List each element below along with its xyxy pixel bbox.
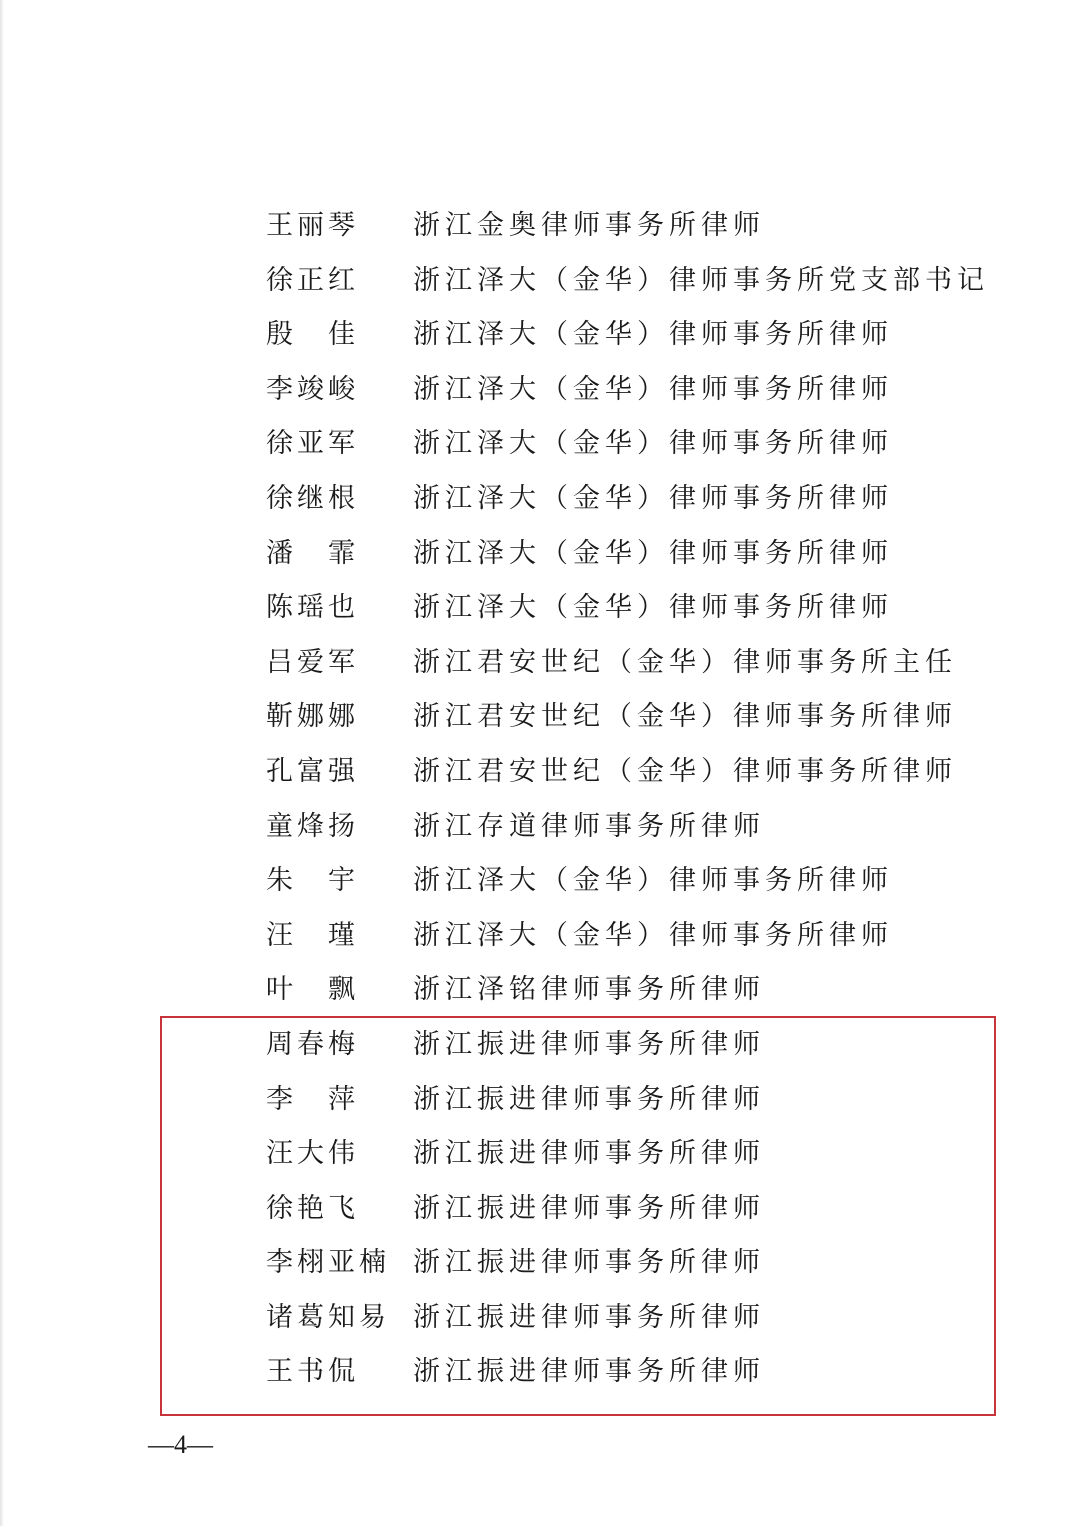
firm-title: 浙江振进律师事务所律师 [413,1138,765,1170]
person-name: 殷 佳 [266,319,359,351]
person-name: 李栩亚楠 [266,1247,390,1279]
firm-title: 浙江泽大（金华）律师事务所律师 [413,592,893,624]
page-number: —4— [148,1430,213,1459]
firm-title: 浙江振进律师事务所律师 [413,1083,765,1115]
firm-title: 浙江振进律师事务所律师 [413,1028,765,1060]
firm-title: 浙江振进律师事务所律师 [413,1356,765,1388]
firm-title: 浙江泽铭律师事务所律师 [413,974,765,1006]
person-name: 童烽扬 [266,810,359,842]
person-name: 徐艳飞 [266,1192,359,1224]
list-item [0,910,1080,965]
firm-title: 浙江存道律师事务所律师 [413,810,765,842]
person-name: 王书侃 [266,1356,359,1388]
firm-title: 浙江泽大（金华）律师事务所律师 [413,428,893,460]
list-item [0,473,1080,528]
firm-title: 浙江泽大（金华）律师事务所党支部书记 [413,264,989,296]
person-name: 吕爱军 [266,646,359,678]
person-name: 汪 瑾 [266,919,359,951]
firm-title: 浙江泽大（金华）律师事务所律师 [413,482,893,514]
person-name: 靳娜娜 [266,701,359,733]
list-item [0,746,1080,801]
person-name: 李竣峻 [266,373,359,405]
firm-title: 浙江君安世纪（金华）律师事务所律师 [413,701,957,733]
firm-title: 浙江振进律师事务所律师 [413,1192,765,1224]
list-item [0,200,1080,255]
firm-title: 浙江泽大（金华）律师事务所律师 [413,537,893,569]
firm-title: 浙江振进律师事务所律师 [413,1247,765,1279]
list-item [0,801,1080,856]
list-item [0,418,1080,473]
firm-title: 浙江君安世纪（金华）律师事务所主任 [413,646,957,678]
firm-title: 浙江泽大（金华）律师事务所律师 [413,865,893,897]
firm-title: 浙江君安世纪（金华）律师事务所律师 [413,755,957,787]
person-name: 周春梅 [266,1028,359,1060]
list-item [0,637,1080,692]
person-name: 王丽琴 [266,210,359,241]
list-item [0,364,1080,419]
person-name: 徐正红 [266,264,359,296]
person-name: 徐继根 [266,482,359,514]
highlight-box [160,1016,996,1416]
list-item [0,255,1080,310]
list-item [0,964,1080,1019]
person-name: 李 萍 [266,1083,359,1115]
list-item [0,309,1080,364]
person-name: 诸葛知易 [266,1301,390,1333]
person-name: 孔富强 [266,755,359,787]
person-name: 潘 霏 [266,537,359,569]
firm-title: 浙江金奥律师事务所律师 [413,210,765,241]
list-item [0,691,1080,746]
list-item [0,528,1080,583]
firm-title: 浙江泽大（金华）律师事务所律师 [413,319,893,351]
firm-title: 浙江泽大（金华）律师事务所律师 [413,919,893,951]
person-name: 朱 宇 [266,865,359,897]
firm-title: 浙江振进律师事务所律师 [413,1301,765,1333]
person-name: 陈瑶也 [266,592,359,624]
person-name: 徐亚军 [266,428,359,460]
list-item [0,855,1080,910]
person-name: 汪大伟 [266,1138,359,1170]
person-name: 叶 飘 [266,974,359,1006]
firm-title: 浙江泽大（金华）律师事务所律师 [413,373,893,405]
list-item [0,582,1080,637]
